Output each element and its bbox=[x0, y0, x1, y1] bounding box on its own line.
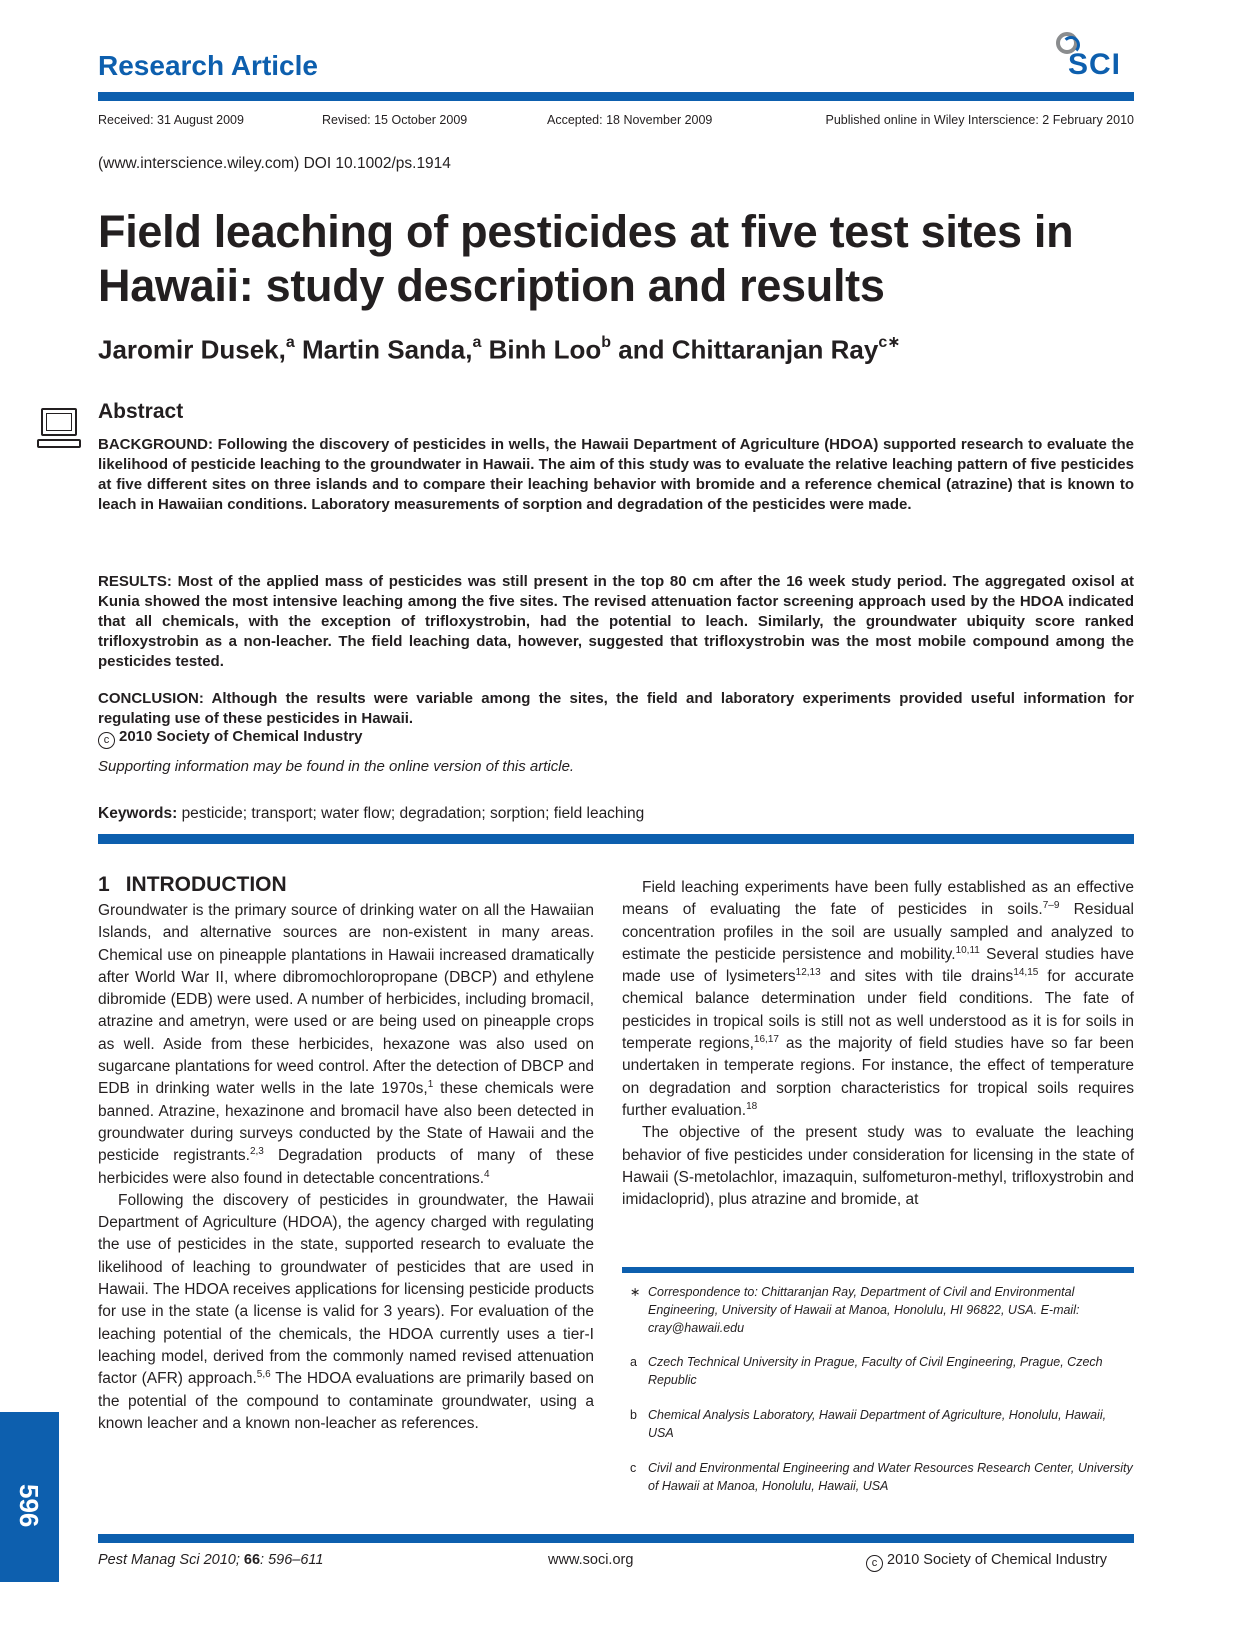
copyright-symbol: c bbox=[866, 1555, 883, 1572]
computer-icon bbox=[37, 408, 81, 450]
footnote bbox=[630, 1406, 1134, 1442]
footnote-mark: b bbox=[630, 1408, 637, 1422]
received-date: Received: 31 August 2009 bbox=[98, 113, 244, 127]
citation: 12,13 bbox=[795, 967, 821, 979]
revised-date: Revised: 15 October 2009 bbox=[322, 113, 468, 127]
footnote-mark: a bbox=[630, 1355, 637, 1369]
page-number-tab bbox=[0, 1412, 59, 1582]
author-list bbox=[98, 334, 901, 366]
citation: 2,3 bbox=[249, 1146, 264, 1158]
citation: 7–9 bbox=[1042, 900, 1060, 912]
citation: 16,17 bbox=[753, 1033, 779, 1045]
author-affiliation: a bbox=[472, 334, 482, 351]
citation: 18 bbox=[746, 1100, 758, 1112]
section-number: 1 bbox=[98, 873, 110, 896]
journal-website: www.soci.org bbox=[548, 1552, 634, 1568]
supporting-info-note: Supporting information may be found in the online version of this article. bbox=[98, 758, 575, 775]
citation: 14,15 bbox=[1013, 967, 1039, 979]
abstract-heading: Abstract bbox=[98, 400, 184, 423]
abstract-rule bbox=[98, 834, 1134, 844]
author-name: Jaromir Dusek, bbox=[98, 334, 286, 365]
section-heading bbox=[98, 873, 287, 897]
logo-text: SCI bbox=[1068, 48, 1122, 81]
accepted-date: Accepted: 18 November 2009 bbox=[547, 113, 713, 127]
page-number: 596 bbox=[14, 1484, 44, 1528]
citation: 10,11 bbox=[955, 944, 980, 956]
header-rule bbox=[98, 92, 1134, 101]
author-affiliation: c∗ bbox=[878, 334, 901, 351]
abstract-conclusion: CONCLUSION: Although the results were variable among the sites, the field and laboratory experiments provided useful information for regulating use of these pesticides in Hawaii. bbox=[98, 690, 1134, 727]
published-date: Published online in Wiley Interscience: 2 February 2010 bbox=[825, 113, 1134, 127]
author-affiliation: b bbox=[601, 334, 612, 351]
footnote bbox=[630, 1283, 1134, 1337]
footnote bbox=[630, 1353, 1134, 1389]
footnote-text: Civil and Environmental Engineering and Water Resources Research Center, University of Hawaii at Manoa, Honolulu, Hawaii, USA bbox=[648, 1461, 1133, 1493]
body-paragraph: Field leaching experiments have been fully established as an effective means of evaluating the fate of pesticides in soils.$^{7-9}$ Residual concentration profiles in the soil are usually sampled and analyzed to estimate the pesticide persistence and mobility.$^{10,11}$ Several studies have made use of lysimeters$^{12,13}$ and sites with tile drains$^{14,15}$ for accurate chemical balance determination under field conditions. The fate of pesticides in tropical soils is still not as well understood as it is for soils in temperate regions,$^{16,17}$ as the majority of field studies have so far been undertaken in temperate regions. For instance, the effect of temperature on degradation and sorption characteristics for tropical soils requires further evaluation.$^{18}$ bbox=[622, 879, 1135, 1119]
section-label: Research Article bbox=[98, 50, 318, 81]
body-paragraph: Following the discovery of pesticides in groundwater, the Hawaii Department of Agriculture (HDOA), the agency charged with regulating the use of pesticides in the state, supported research to evaluate the likelihood of leaching to groundwater of pesticides that are used in Hawaii. The HDOA receives applications for licensing pesticide products for use in the state (a license is valid for 3 years). For evaluation of the leaching potential of the chemicals, the HDOA currently uses a tier-I leaching model, derived from the commonly named revised attenuation factor (AFR) approach.$^{5,6}$ The HDOA evaluations are primarily based on the potential of the compound to contaminate groundwater, using a known leacher and a known non-leacher as references. bbox=[98, 1191, 594, 1432]
footer-copyright: c 2010 Society of Chemical Industry bbox=[866, 1552, 1107, 1572]
keywords-label: Keywords: bbox=[98, 805, 178, 822]
right-column bbox=[622, 877, 1134, 1211]
footer-rule bbox=[98, 1534, 1134, 1543]
footnote-text: Chemical Analysis Laboratory, Hawaii Department of Agriculture, Honolulu, Hawaii, USA bbox=[648, 1408, 1107, 1440]
footnote-mark: c bbox=[630, 1461, 637, 1475]
keywords bbox=[98, 805, 644, 823]
doi-line: (www.interscience.wiley.com) DOI 10.1002/ps.1914 bbox=[98, 155, 451, 172]
footnote-text: Correspondence to: Chittaranjan Ray, Department of Civil and Environmental Engineering, University of Hawaii at Manoa, Honolulu, HI 96822, USA. E-mail: cray@hawaii.edu bbox=[648, 1285, 1080, 1335]
citation: 1 bbox=[427, 1079, 434, 1091]
sci-logo bbox=[1052, 28, 1132, 82]
left-column bbox=[98, 900, 594, 1435]
journal-citation: Pest Manag Sci 2010; 66: 596–611 bbox=[98, 1552, 324, 1568]
footnote bbox=[630, 1459, 1134, 1495]
abstract-background: BACKGROUND: Following the discovery of pesticides in wells, the Hawaii Department of Agriculture (HDOA) supported research to evaluate the likelihood of pesticide leaching to the groundwater in Hawaii. The aim of this study was to evaluate the relative leaching pattern of five pesticides at five different sites on three islands and to compare their leaching behavior with bromide and a reference chemical (atrazine) that is known to leach in Hawaiian conditions. Laboratory measurements of sorption and degradation of the pesticides were made. bbox=[98, 436, 1134, 513]
section-title: INTRODUCTION bbox=[125, 873, 287, 896]
author-affiliation: a bbox=[285, 334, 295, 351]
citation: 5,6 bbox=[256, 1369, 271, 1381]
footnote-mark: ∗ bbox=[630, 1285, 641, 1299]
author-name: Martin Sanda, bbox=[302, 334, 473, 365]
body-paragraph: The objective of the present study was to evaluate the leaching behavior of five pesticides under consideration for licensing in the state of Hawaii (S-metolachlor, imazaquin, sulfometuron-methyl, trifloxystrobin and imidacloprid), plus atrazine and bromide, at bbox=[622, 1124, 1134, 1209]
abstract-copyright: c 2010 Society of Chemical Industry bbox=[98, 728, 362, 749]
author-name: Binh Loo bbox=[488, 334, 602, 365]
article-title: Field leaching of pesticides at five test sites in Hawaii: study description and results bbox=[98, 206, 1074, 311]
footnote-rule bbox=[622, 1267, 1134, 1273]
body-paragraph: Groundwater is the primary source of drinking water on all the Hawaiian Islands, and alternative sources are non-existent in many areas. Chemical use on pineapple plantations in Hawaii increased dramatically after World War II, where dibromochloropropane (DBCP) and ethylene dibromide (EDB) were used. A number of herbicides, including bromacil, atrazine and ametryn, were used or are being used on pineapple crops as well. Aside from these herbicides, hexazone was also used on sugarcane plantations for weed control. After the detection of DBCP and EDB in drinking water wells in the late 1970s,$^1$ these chemicals were banned. Atrazine, hexazinone and bromacil have also been detected in groundwater during surveys conducted by the State of Hawaii and the pesticide registrants.$^{2,3}$ Degradation products of many of these herbicides were also found in detectable concentrations.$^4$ bbox=[98, 902, 594, 1187]
copyright-symbol: c bbox=[98, 732, 115, 749]
author-name: and Chittaranjan Ray bbox=[618, 334, 879, 365]
keywords-list: pesticide; transport; water flow; degradation; sorption; field leaching bbox=[181, 805, 645, 822]
citation: 4 bbox=[484, 1168, 490, 1180]
abstract-results: RESULTS: Most of the applied mass of pesticides was still present in the top 80 cm after the 16 week study period. The aggregated oxisol at Kunia showed the most intensive leaching among the five sites. The revised attenuation factor screening approach used by the HDOA indicated that all chemicals, with the exception of trifloxystrobin, had the potential to leach. Similarly, the groundwater ubiquity score ranked trifloxystrobin as a non-leacher. The field leaching data, however, suggested that trifloxystrobin was the most mobile compound among the pesticides tested. bbox=[98, 573, 1134, 670]
footnote-text: Czech Technical University in Prague, Faculty of Civil Engineering, Prague, Czech Republic bbox=[648, 1355, 1103, 1387]
